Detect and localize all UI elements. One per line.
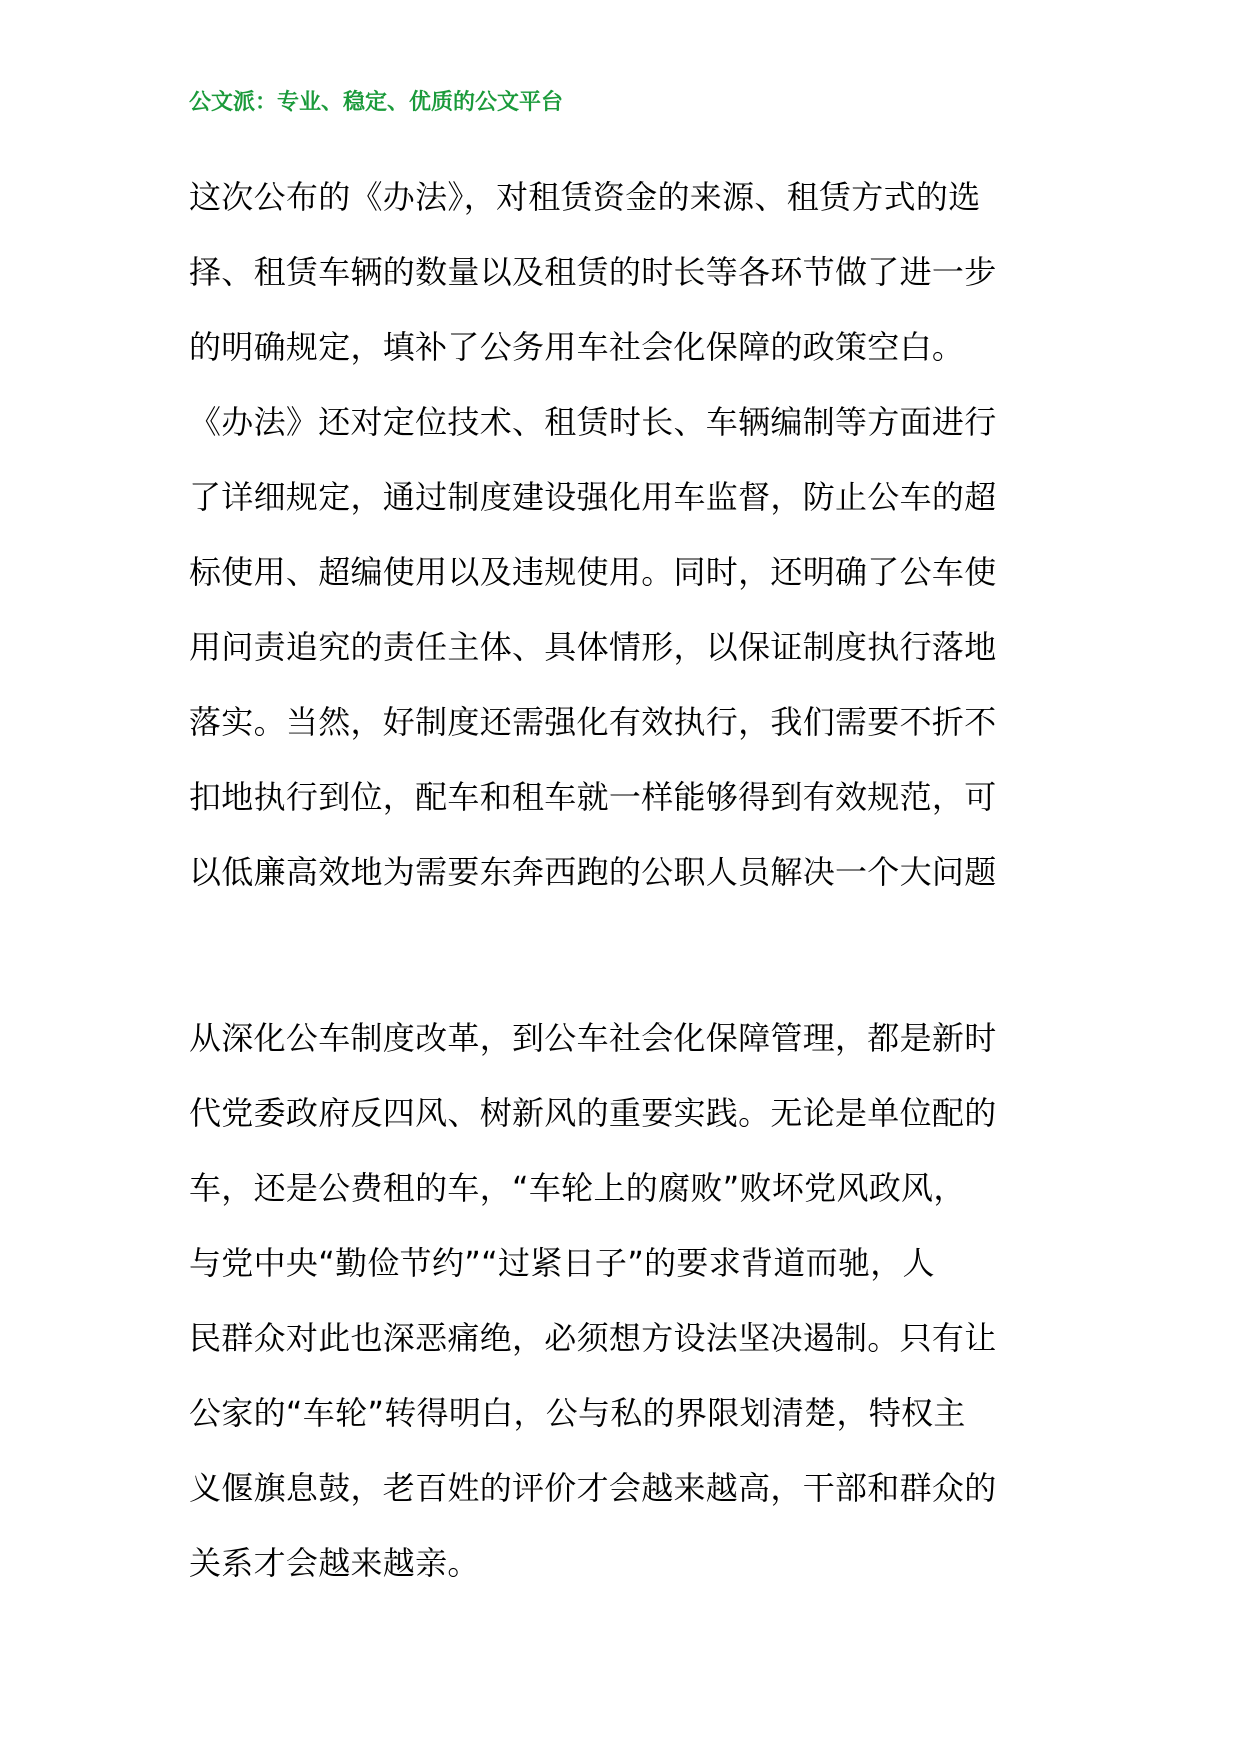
text-line: 代党委政府反四风、树新风的重要实践。无论是单位配的 <box>189 1094 997 1132</box>
text-line: 民群众对此也深恶痛绝，必须想方设法坚决遏制。只有让 <box>189 1319 997 1357</box>
text-line: 扣地执行到位，配车和租车就一样能够得到有效规范，可 <box>189 778 997 816</box>
text-line: 以低廉高效地为需要东奔西跑的公职人员解决一个大问题 <box>189 853 997 891</box>
paragraph-1 <box>189 160 1059 910</box>
text-line: 义偃旗息鼓，老百姓的评价才会越来越高，干部和群众的 <box>189 1469 997 1507</box>
text-line: 的明确规定，填补了公务用车社会化保障的政策空白。 <box>189 328 965 366</box>
text-line: 标使用、超编使用以及违规使用。同时，还明确了公车使 <box>189 553 997 591</box>
text-line: 这次公布的《办法》，对租赁资金的来源、租赁方式的选 <box>189 178 981 216</box>
text-line: 从深化公车制度改革，到公车社会化保障管理，都是新时 <box>189 1019 997 1057</box>
text-line: 了详细规定，通过制度建设强化用车监督，防止公车的超 <box>189 478 997 516</box>
site-header-slogan: 公文派：专业、稳定、优质的公文平台 <box>189 90 564 115</box>
text-line: 车，还是公费租的车，“车轮上的腐败”败坏党风政风， <box>189 1169 966 1207</box>
text-line: 《办法》还对定位技术、租赁时长、车辆编制等方面进行 <box>189 403 997 441</box>
text-line: 择、租赁车辆的数量以及租赁的时长等各环节做了进一步 <box>189 253 997 291</box>
text-line: 用问责追究的责任主体、具体情形，以保证制度执行落地 <box>189 628 997 666</box>
text-line: 关系才会越来越亲。 <box>189 1544 480 1582</box>
text-line: 与党中央“勤俭节约”“过紧日子”的要求背道而驰，人 <box>189 1244 935 1282</box>
text-line: 公家的“车轮”转得明白，公与私的界限划清楚，特权主 <box>189 1394 966 1432</box>
paragraph-2 <box>189 1001 1059 1601</box>
text-line: 落实。当然，好制度还需强化有效执行，我们需要不折不 <box>189 703 997 741</box>
